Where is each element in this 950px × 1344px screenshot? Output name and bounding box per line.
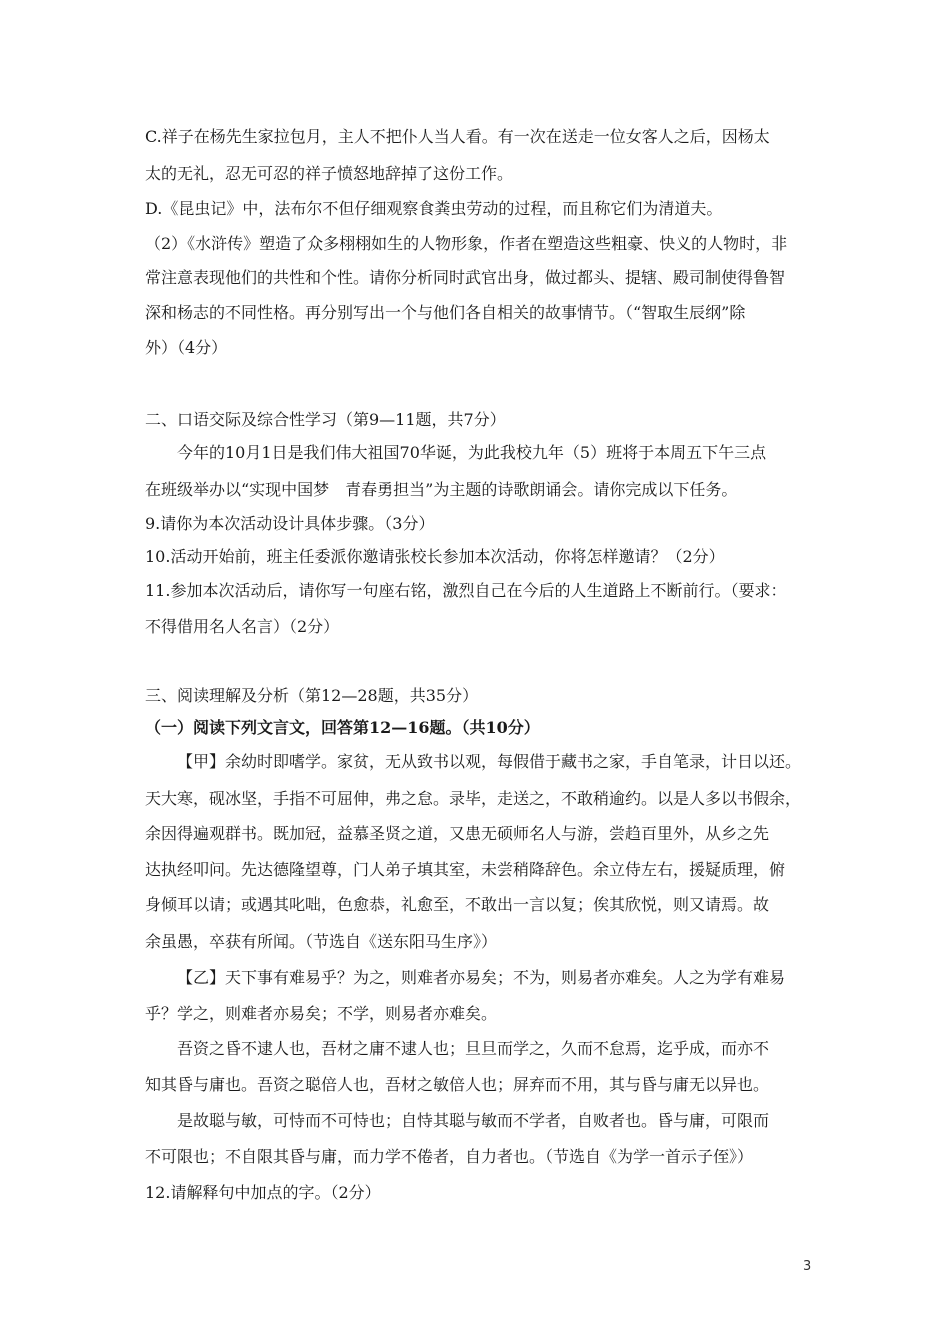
page-number: 3: [803, 1259, 812, 1274]
question-11-line-1: 11.参加本次活动后，请你写一句座右铭，激烈自己在今后的人生道路上不断前行。（要求：: [145, 581, 787, 600]
oral-intro-line-2: 在班级举办以“实现中国梦 青春勇担当”为主题的诗歌朗诵会。请你完成以下任务。: [145, 480, 738, 499]
question-11-line-2: 不得借用名人名言）（2分）: [145, 617, 340, 636]
passage-yi-p3-line-2: 不可限也；不自限其昏与庸，而力学不倦者，自力者也。（节选自《为学一首示子侄》）: [145, 1147, 754, 1166]
question-10: 10.活动开始前，班主任委派你邀请张校长参加本次活动，你将怎样邀请？（2分）: [145, 547, 725, 566]
passage-jia-line-2: 天大寒，砚冰坚，手指不可屈伸，弗之怠。录毕，走送之，不敢稍逾约。以是人多以书假余，: [145, 789, 802, 808]
passage-jia-line-1: 【甲】余幼时即嗜学。家贫，无从致书以观，每假借于藏书之家，手自笔录，计日以还。: [177, 752, 802, 771]
section-three-heading: 三、阅读理解及分析（第12—28题，共35分）: [145, 686, 479, 705]
question-8-2-line-2: 常注意表现他们的共性和个性。请你分析同时武官出身，做过都头、提辖、殿司制使得鲁智: [145, 268, 786, 287]
passage-yi-p1-line-2: 乎？学之，则难者亦易矣；不学，则易者亦难矣。: [145, 1004, 498, 1023]
question-9: 9.请你为本次活动设计具体步骤。（3分）: [145, 514, 435, 533]
passage-jia-line-5: 身倾耳以请；或遇其叱咄，色愈恭，礼愈至，不敢出一言以复；俟其欣悦，则又请焉。故: [145, 895, 770, 914]
option-c-line-2: 太的无礼，忍无可忍的祥子愤怒地辞掉了这份工作。: [145, 164, 514, 183]
passage-jia-line-4: 达执经叩问。先达德隆望尊，门人弟子填其室，未尝稍降辞色。余立侍左右，援疑质理，俯: [145, 860, 786, 879]
question-8-2-line-3: 深和杨志的不同性格。再分别写出一个与他们各自相关的故事情节。（“智取生辰纲”除: [145, 303, 746, 322]
question-8-2-line-4: 外）（4分）: [145, 338, 228, 357]
option-c-line-1: C.祥子在杨先生家拉包月，主人不把仆人当人看。有一次在送走一位女客人之后，因杨太: [145, 127, 770, 146]
option-d: D.《昆虫记》中，法布尔不但仔细观察食粪虫劳动的过程，而且称它们为清道夫。: [145, 199, 723, 218]
passage-yi-p2-line-2: 知其昏与庸也。吾资之聪倍人也，吾材之敏倍人也；屏弃而不用，其与昏与庸无以异也。: [145, 1075, 770, 1094]
passage-yi-p2-line-1: 吾资之昏不逮人也，吾材之庸不逮人也；旦旦而学之，久而不怠焉，迄乎成，而亦不: [177, 1039, 770, 1058]
question-12: 12.请解释句中加点的字。（2分）: [145, 1183, 381, 1202]
passage-yi-p1-line-1: 【乙】天下事有难易乎？为之，则难者亦易矣；不为，则易者亦难矣。人之为学有难易: [177, 968, 786, 987]
question-8-2-line-1: （2）《水浒传》塑造了众多栩栩如生的人物形象，作者在塑造这些粗豪、快义的人物时，非: [145, 234, 788, 253]
classical-text-heading: （一）阅读下列文言文，回答第12—16题。（共10分）: [145, 718, 540, 737]
passage-jia-line-3: 余因得遍观群书。既加冠，益慕圣贤之道，又患无硕师名人与游，尝趋百里外，从乡之先: [145, 824, 770, 843]
passage-jia-line-6: 余虽愚，卒获有所闻。（节选自《送东阳马生序》）: [145, 932, 498, 951]
passage-yi-p3-line-1: 是故聪与敏，可恃而不可恃也；自恃其聪与敏而不学者，自败者也。昏与庸，可限而: [177, 1111, 770, 1130]
section-two-heading: 二、口语交际及综合性学习（第9—11题，共7分）: [145, 410, 506, 429]
oral-intro-line-1: 今年的10月1日是我们伟大祖国70华诞，为此我校九年（5）班将于本周五下午三点: [177, 443, 767, 462]
